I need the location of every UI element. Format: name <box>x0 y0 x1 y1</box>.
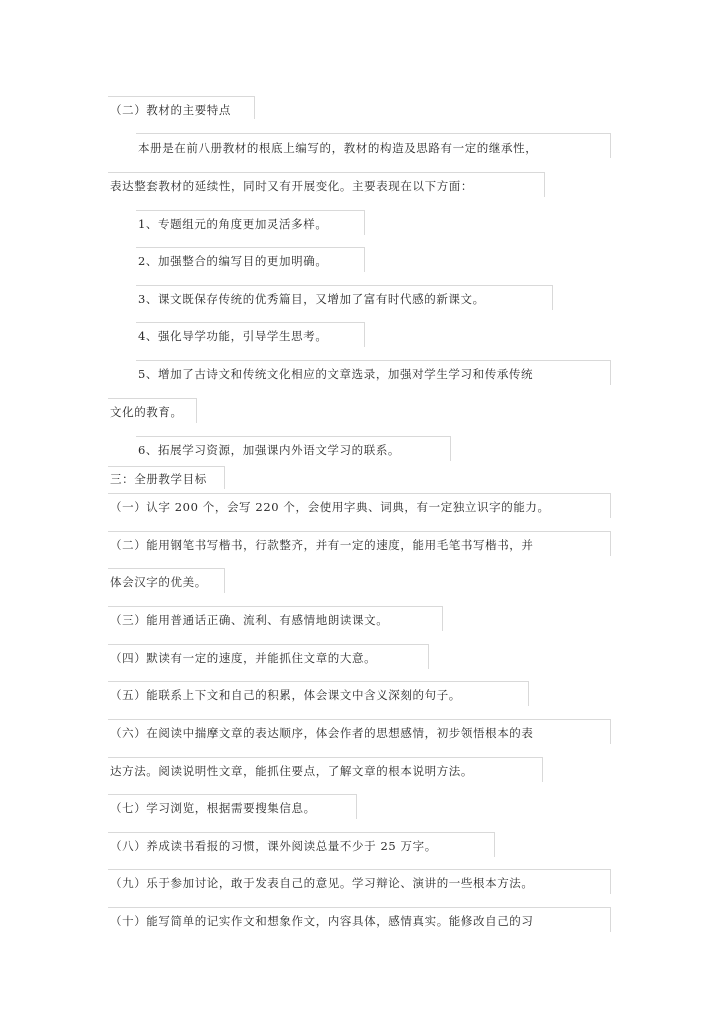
goal-item: （六）在阅读中揣摩文章的表达顺序，体会作者的思想感情，初步领悟根本的表 <box>110 726 534 740</box>
list-item: 3、课文既保存传统的优秀篇目，又增加了富有时代感的新课文。 <box>138 292 485 306</box>
list-item: 4、强化导学功能，引导学生思考。 <box>138 329 328 343</box>
paragraph-line: 表达整套教材的延续性，同时又有开展变化。主要表现在以下方面： <box>110 179 473 193</box>
goal-item: （九）乐于参加讨论，敢于发表自己的意见。学习辩论、演讲的一些根本方法。 <box>110 876 534 890</box>
list-item: 6、拓展学习资源，加强课内外语文学习的联系。 <box>138 443 401 457</box>
section-heading: （二）教材的主要特点 <box>110 103 231 117</box>
goal-item: （三）能用普通话正确、流利、有感情地朗读课文。 <box>110 613 389 627</box>
goal-item: （五）能联系上下文和自己的积累，体会课文中含义深刻的句子。 <box>110 688 461 702</box>
goal-item-continuation: 体会汉字的优美。 <box>110 575 207 589</box>
section-heading: 三：全册教学目标 <box>110 472 207 486</box>
list-item-continuation: 文化的教育。 <box>110 405 183 419</box>
goal-item: （二）能用钢笔书写楷书，行款整齐，并有一定的速度，能用毛笔书写楷书，并 <box>110 538 534 552</box>
goal-item: （一）认字 200 个，会写 220 个，会使用字典、词典，有一定独立识字的能力。 <box>110 500 550 514</box>
goal-item: （四）默读有一定的速度，并能抓住文章的大意。 <box>110 651 377 665</box>
list-item: 2、加强整合的编写目的更加明确。 <box>138 254 328 268</box>
list-item: 5、增加了古诗文和传统文化相应的文章选录，加强对学生学习和传承传统 <box>138 367 534 381</box>
goal-item: （十）能写简单的记实作文和想象作文，内容具体，感情真实。能修改自己的习 <box>110 914 534 928</box>
goal-item: （八）养成读书看报的习惯，课外阅读总量不少于 25 万字。 <box>110 839 437 853</box>
list-item: 1、专题组元的角度更加灵活多样。 <box>138 217 328 231</box>
goal-item: （七）学习浏览，根据需要搜集信息。 <box>110 801 316 815</box>
paragraph-line: 本册是在前八册教材的根底上编写的，教材的构造及思路有一定的继承性， <box>138 141 538 155</box>
goal-item-continuation: 达方法。阅读说明性文章，能抓住要点，了解文章的根本说明方法。 <box>110 764 473 778</box>
